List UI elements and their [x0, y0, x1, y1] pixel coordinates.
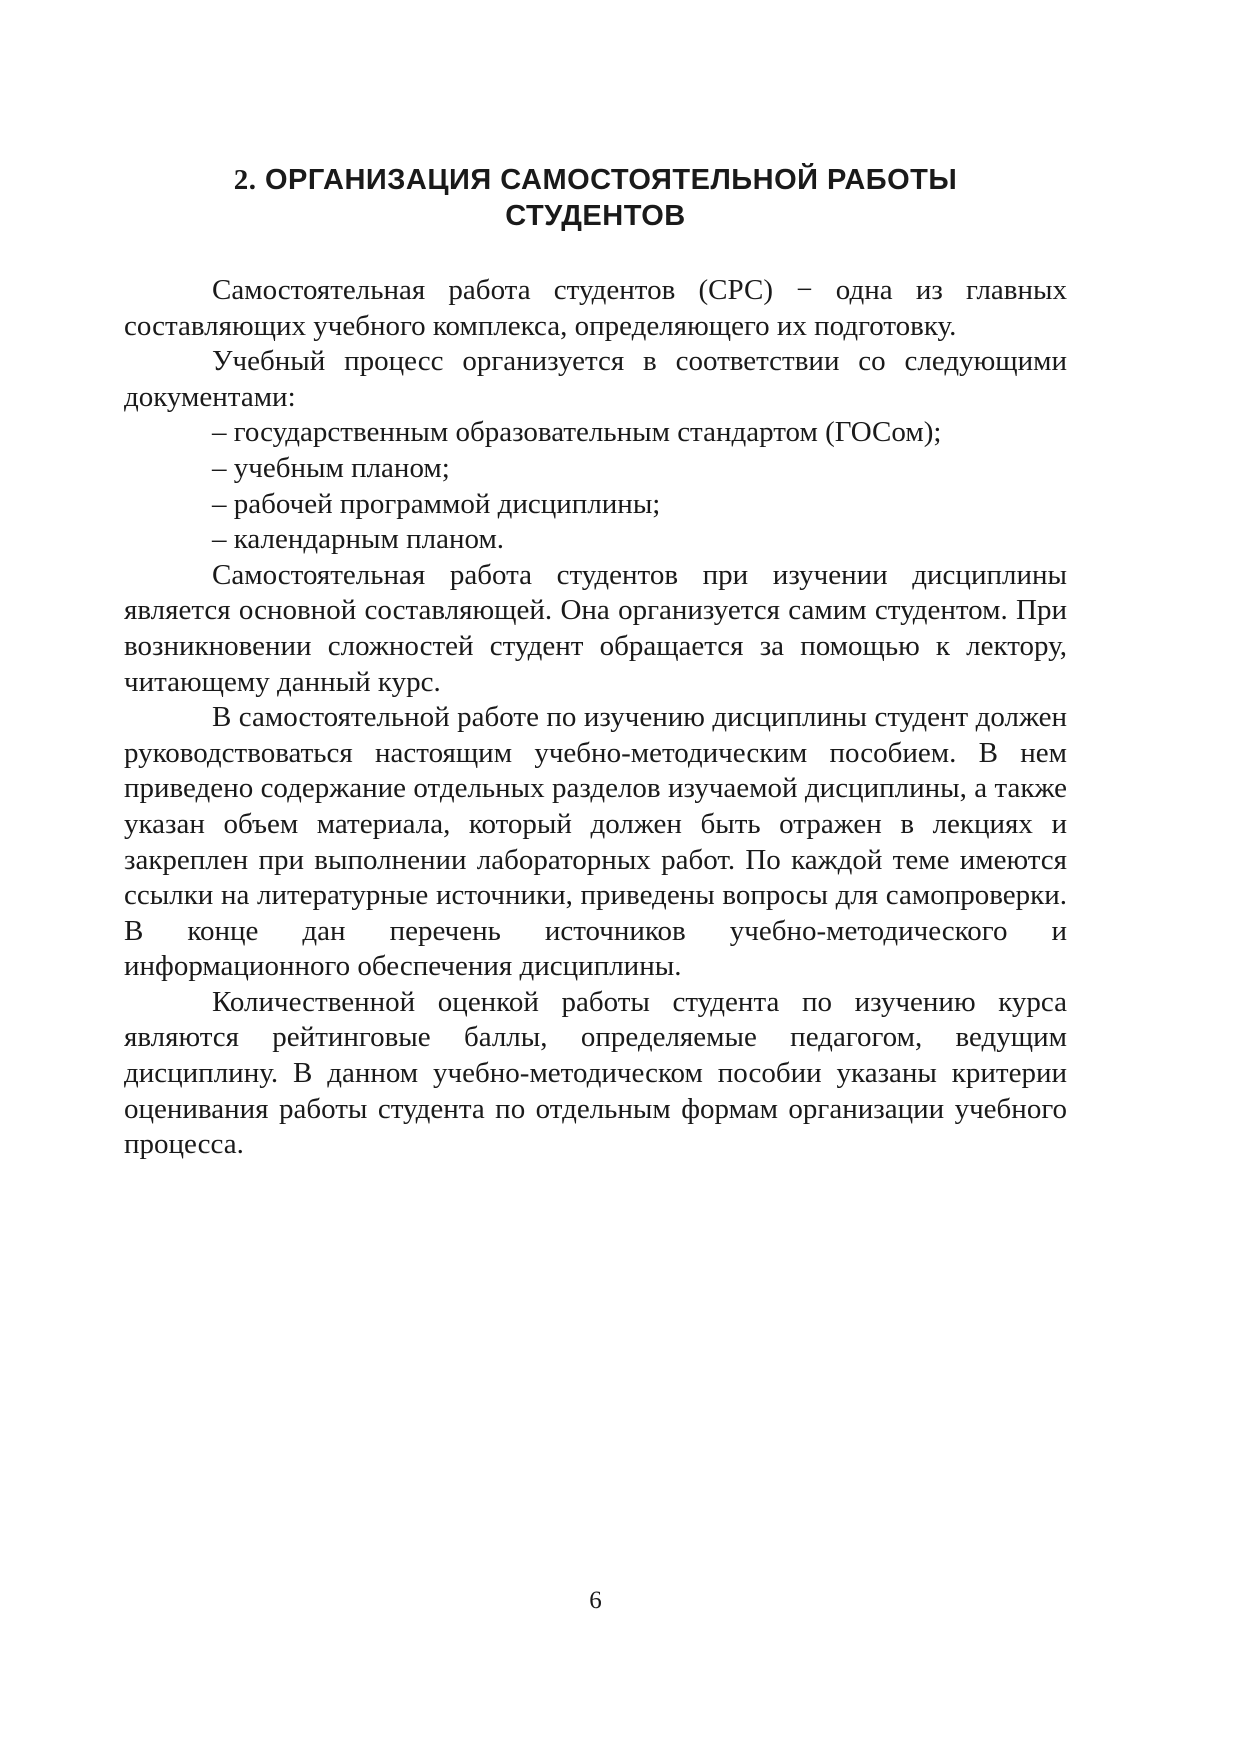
documents-list: [124, 415, 1067, 557]
section-title-line-1: ОРГАНИЗАЦИЯ САМОСТОЯТЕЛЬНОЙ РАБОТЫ: [265, 164, 958, 196]
list-item: – календарным планом.: [212, 523, 505, 556]
page-number: 6: [589, 1587, 602, 1614]
paragraph-manual: В самостоятельной работе по изучению дисциплины студент должен руководствоваться настоящим учебно-методическим пособием. В нем приведено содержание отдельных разделов изучаемой дисциплины, а также указан объем материала, который должен быть отражен в лекциях и закреплен при выполнении лабораторных работ. По каждой теме имеются ссылки на литературные источники, приведены вопросы для самопроверки. В конце дан перечень источников учебно-методического и информационного обеспечения дисциплины.: [124, 701, 1067, 983]
paragraph-intro: Самостоятельная работа студентов (СРС) − одна из главных составляющих учебного комплекса, определяющего их подготовку.: [124, 274, 1067, 342]
section-title-line-2: СТУДЕНТОВ: [505, 200, 686, 232]
section-heading: [124, 162, 1067, 234]
paragraph-documents-intro: Учебный процесс организуется в соответствии со следующими документами:: [124, 345, 1067, 413]
list-item: – государственным образовательным стандартом (ГОСом);: [212, 416, 942, 449]
section-number: 2.: [233, 164, 257, 196]
list-item: – рабочей программой дисциплины;: [212, 487, 661, 520]
section-body: [124, 273, 1067, 1163]
list-item: – учебным планом;: [212, 451, 450, 484]
paragraph-src-main: Самостоятельная работа студентов при изучении дисциплины является основной составляющей. Она организуется самим студентом. При возникновении сложностей студент обращается за помощью к лектору, читающему данный курс.: [124, 558, 1067, 698]
paragraph-rating: Количественной оценкой работы студента по изучению курса являются рейтинговые баллы, определяемые педагогом, ведущим дисциплину. В данном учебно-методическом пособии указаны критерии оценивания работы студента по отдельным формам организации учебного процесса.: [124, 985, 1067, 1161]
